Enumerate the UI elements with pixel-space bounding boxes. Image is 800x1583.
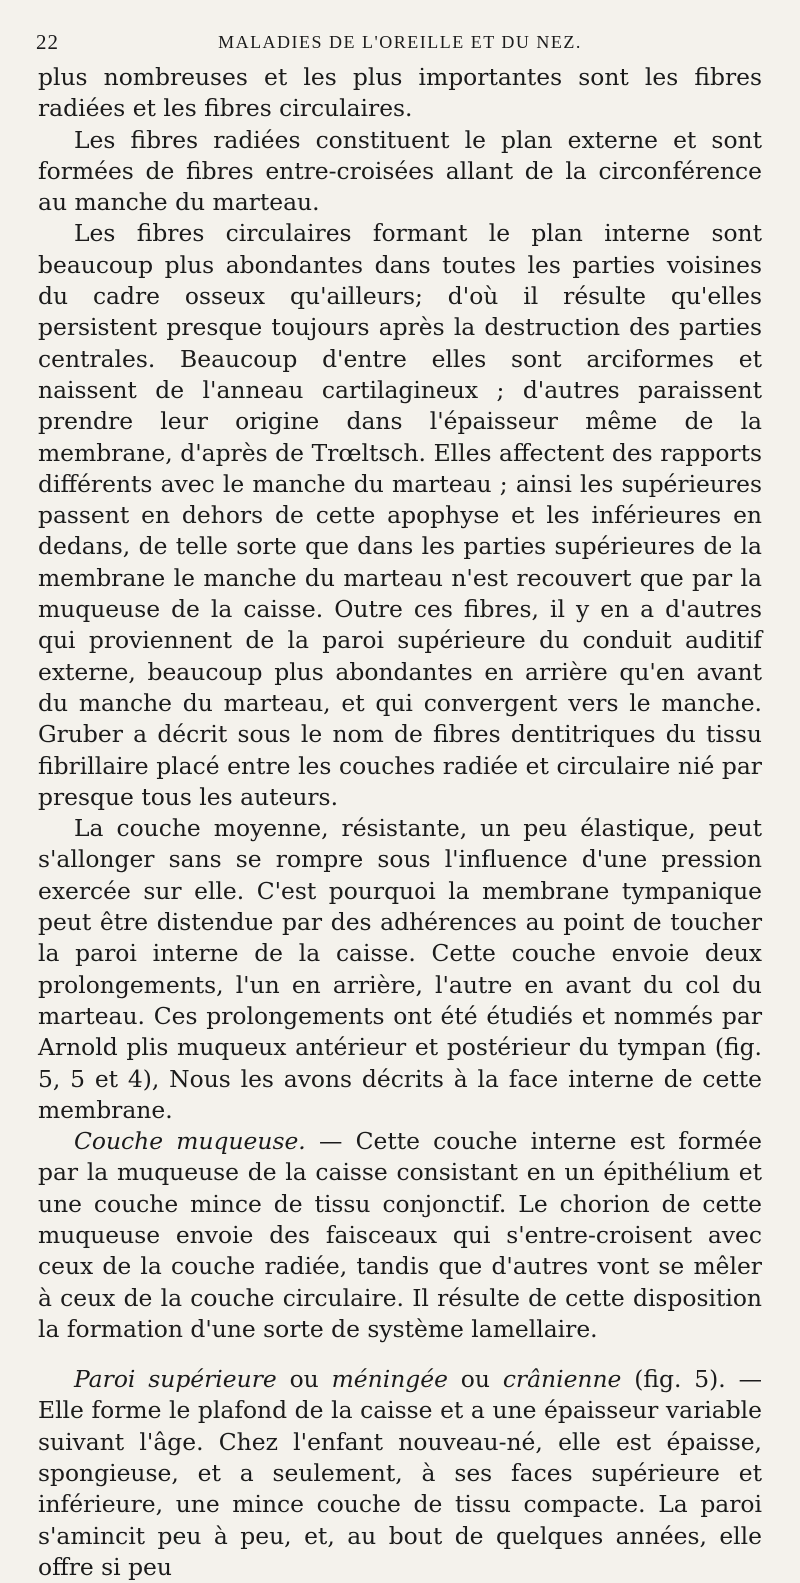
paragraph-6-heading: Paroi supérieure — [74, 1365, 277, 1394]
paragraph-4: La couche moyenne, résistante, un peu élastique, peut s'allonger sans se rompre sous l'influence d'une pression exercée sur elle. C'est pourquoi la membrane tympanique peut être distendue par des adhérences au point de toucher la paroi interne de la caisse. Cette couche envoie deux prolongements, l'un en arrière, l'autre en avant du col du marteau. Ces prolongements ont été étudiés et nommés par Arnold plis muqueux antérieur et postérieur du tympan (fig. 5, 5 et 4), Nous les avons décrits à la face interne de cette membrane. — [38, 814, 762, 1124]
page-number: 22 — [36, 30, 59, 54]
paragraph-5-heading: Couche muqueuse. — [74, 1127, 306, 1156]
running-title: MALADIES DE L'OREILLE ET DU NEZ. — [218, 32, 582, 52]
paragraph-1: plus nombreuses et les plus importantes sont les fibres radiées et les fibres circulaires. — [38, 63, 762, 123]
paragraph-5-text: — Cette couche interne est formée par la muqueuse de la caisse consistant en un épithélium et une couche mince de tissu conjonctif. Le chorion de cette muqueuse envoie des faisceaux qui s'entre-croisent avec ceux de la couche radiée, tandis que d'autres vont se mêler à ceux de la couche circulaire. Il résulte de cette disposition la formation d'une sorte de système lamellaire. — [38, 1127, 762, 1343]
page-body — [38, 62, 762, 1583]
paragraph-6-connector-1: ou — [276, 1365, 332, 1394]
paragraph-5 — [38, 1126, 762, 1345]
paragraph-6-heading-3: crânienne — [502, 1365, 622, 1394]
paragraph-3: Les fibres circulaires formant le plan interne sont beaucoup plus abondantes dans toutes les parties voisines du cadre osseux qu'ailleurs; d'où il résulte qu'elles persistent presque toujours après la destruction des parties centrales. Beaucoup d'entre elles sont arciformes et naissent de l'anneau cartilagineux ; d'autres paraissent prendre leur origine dans l'épaisseur même de la membrane, d'après de Trœltsch. Elles affectent des rapports différents avec le manche du marteau ; ainsi les supérieures passent en dehors de cette apophyse et les inférieures en dedans, de telle sorte que dans les parties supérieures de la membrane le manche du marteau n'est recouvert que par la muqueuse de la caisse. Outre ces fibres, il y en a d'autres qui proviennent de la paroi supérieure du conduit auditif externe, beaucoup plus abondantes en arrière qu'en avant du manche du marteau, et qui convergent vers le manche. Gruber a décrit sous le nom de fibres dentitriques du tissu fibrillaire placé entre les couches radiée et circulaire nié par presque tous les auteurs. — [38, 219, 762, 811]
paragraph-6-heading-2: méningée — [331, 1365, 448, 1394]
paragraph-2: Les fibres radiées constituent le plan externe et sont formées de fibres entre-croisées allant de la circonférence au manche du marteau. — [38, 125, 762, 217]
page-header — [36, 26, 764, 60]
paragraph-6-connector-2: ou — [447, 1365, 503, 1394]
paragraph-6 — [38, 1364, 762, 1583]
paragraph-6-text: (fig. 5). — Elle forme le plafond de la caisse et a une épaisseur variable suivant l'âge. Chez l'enfant nouveau-né, elle est épaisse, spongieuse, et a seulement, à ses faces supérieure et inférieure, une mince couche de tissu compacte. La paroi s'amincit peu à peu, et, au bout de quelques années, elle offre si peu — [38, 1365, 762, 1581]
